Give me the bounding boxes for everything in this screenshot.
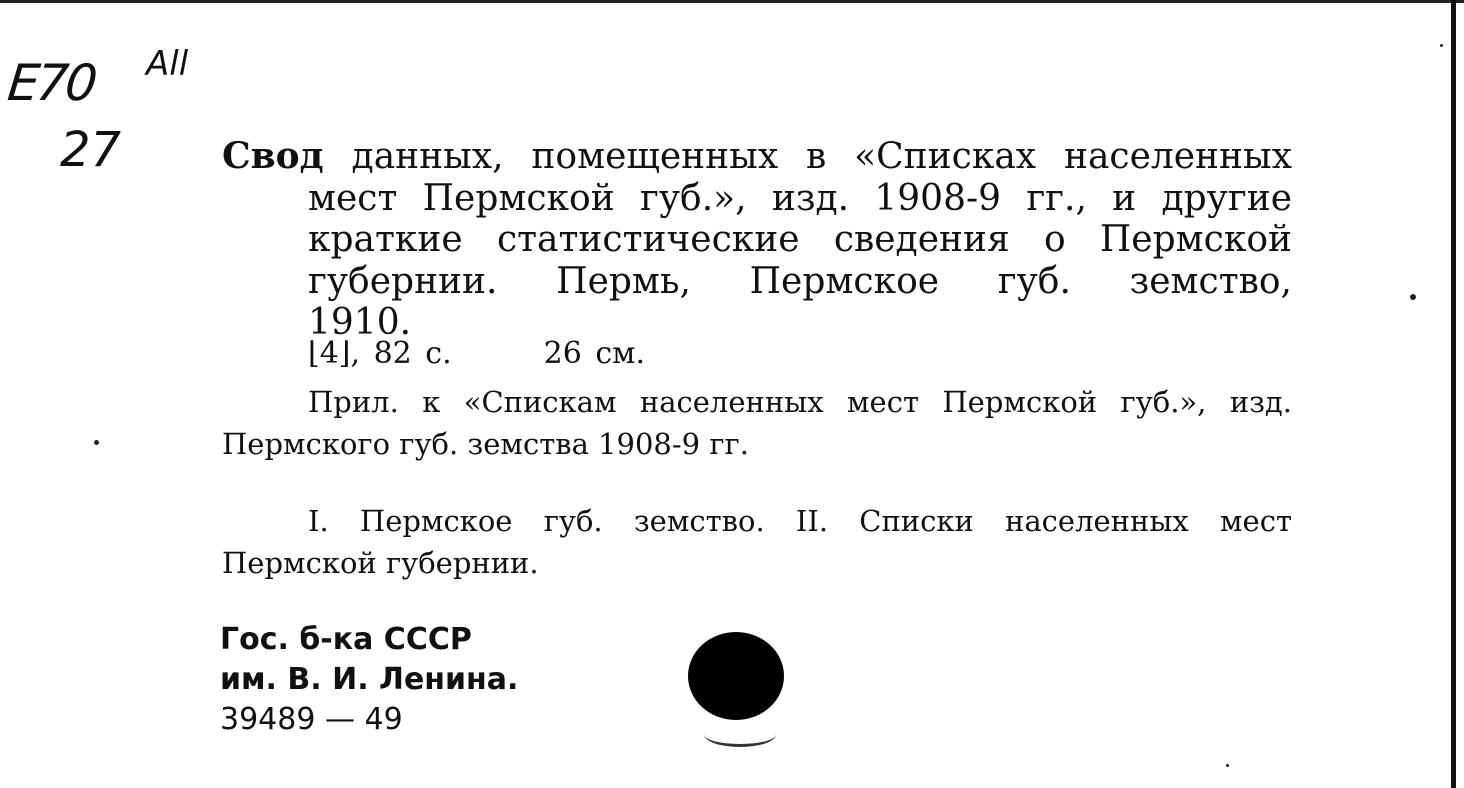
- note-line-1: Прил. к «Спискам населенных мест Пермской губ.», изд.: [308, 385, 1292, 419]
- title-heading-word: Свод: [222, 135, 324, 177]
- title-entry: [222, 136, 1292, 344]
- title-line-5: 1910.: [308, 302, 412, 343]
- handwritten-shelfmark-superscript: All: [146, 44, 189, 84]
- holder-line-1: Гос. б-ка СССР: [220, 622, 472, 657]
- collation-pages: ⌊4⌋, 82 с.: [308, 336, 452, 371]
- library-stamp: [220, 620, 518, 740]
- collation-size: 26 см.: [543, 336, 646, 371]
- handwritten-shelfmark-number: 27: [60, 122, 122, 178]
- title-line-3: краткие статистические сведения о Пермской: [308, 219, 1292, 260]
- speck: [1410, 294, 1416, 300]
- supplement-note: [222, 381, 1292, 465]
- card-top-edge: [0, 0, 1464, 3]
- speck: [1440, 44, 1443, 47]
- title-line-1: [222, 136, 1292, 178]
- card-right-edge: [1451, 0, 1456, 788]
- tracing-line-2: Пермской губернии.: [222, 546, 539, 580]
- collation-line: [308, 336, 645, 371]
- holder-line-2: им. В. И. Ленина.: [220, 662, 519, 697]
- note-line-2: Пермского губ. земства 1908-9 гг.: [222, 427, 749, 461]
- title-line-1-text: данных, помещенных в «Списках населенных: [351, 136, 1292, 177]
- card-punch-hole: [688, 632, 784, 720]
- tracing-line-1: I. Пермское губ. земство. II. Списки населенных мест: [308, 504, 1292, 538]
- punch-hole-shadow: [704, 722, 776, 747]
- handwritten-shelfmark-top: E70: [4, 54, 98, 112]
- title-line-4: губернии. Пермь, Пермское губ. земство,: [308, 260, 1292, 302]
- holder-number: 39489 — 49: [220, 702, 403, 737]
- title-line-2: мест Пермской губ.», изд. 1908-9 гг., и другие: [308, 177, 1292, 219]
- speck: [1226, 764, 1229, 767]
- speck: [94, 440, 99, 445]
- tracings: [222, 500, 1292, 584]
